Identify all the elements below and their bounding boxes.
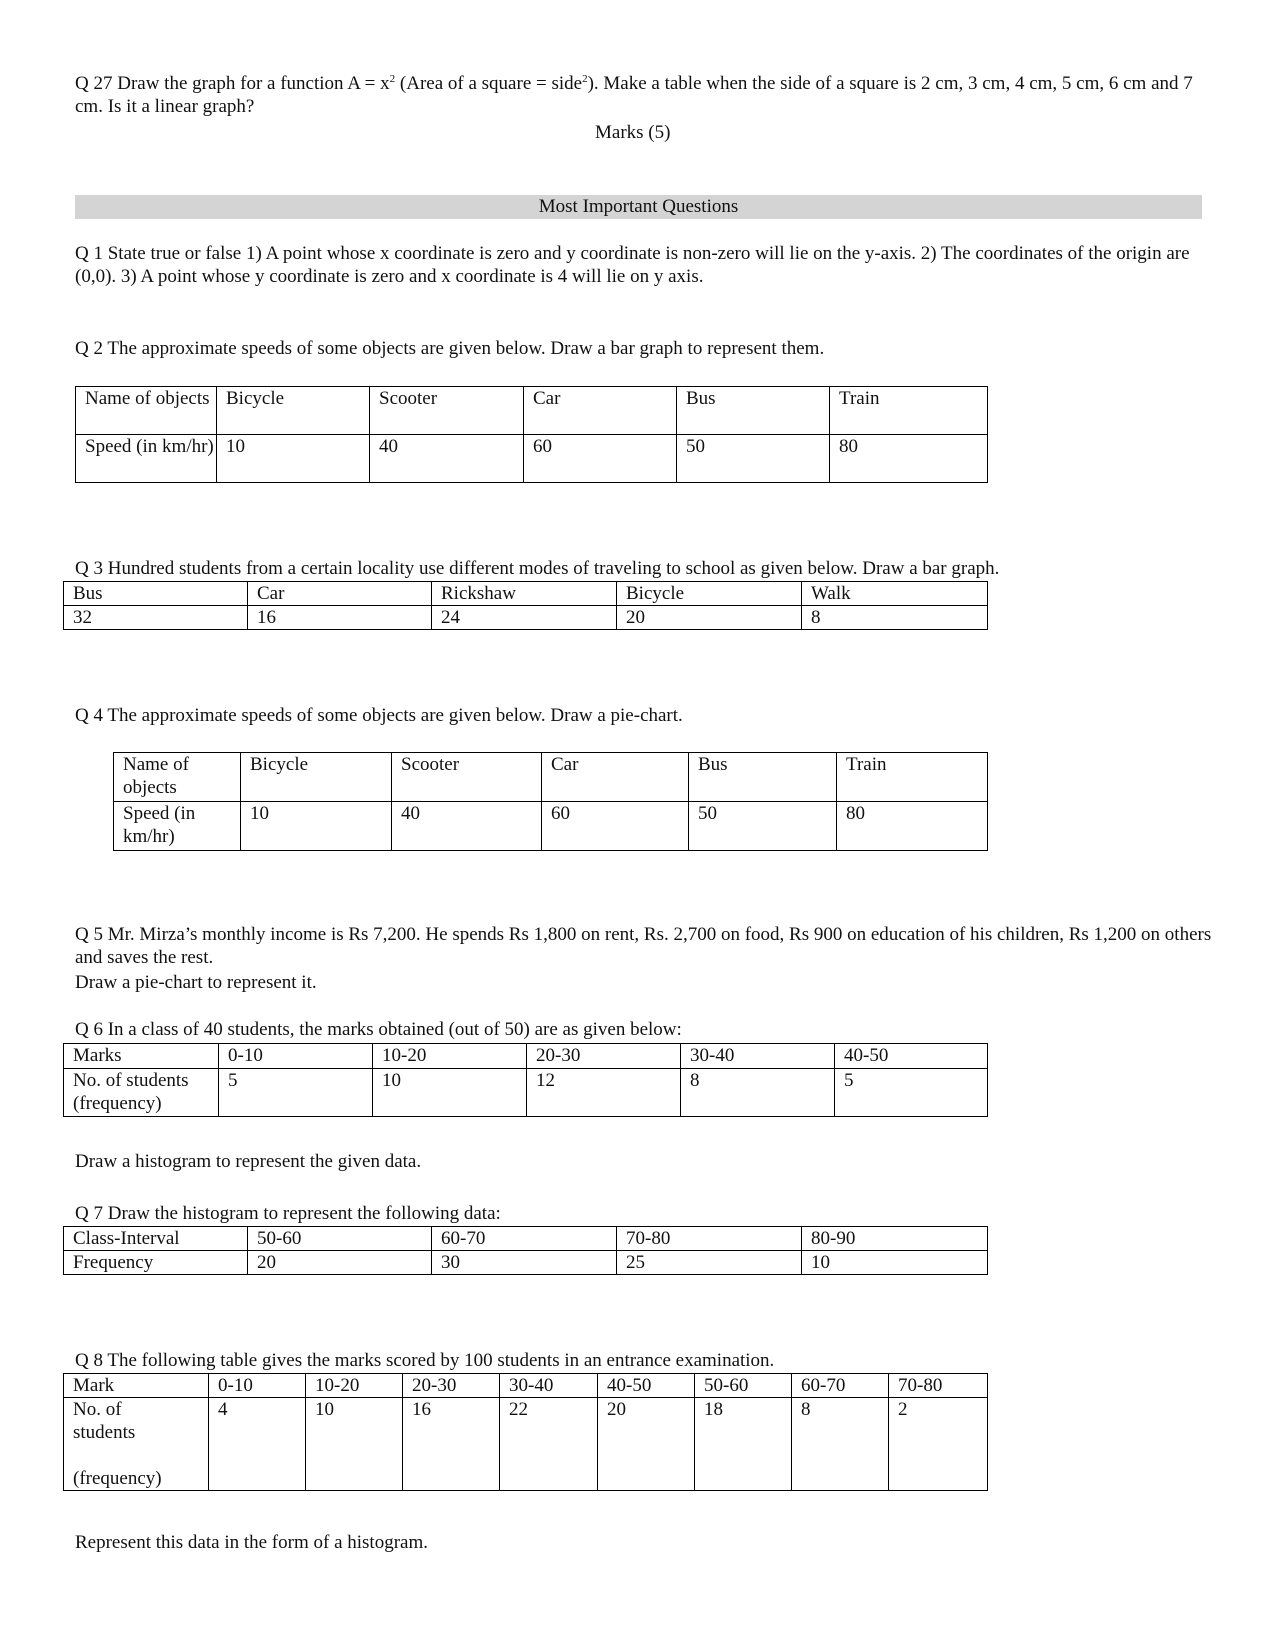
table-cell: 10-20 [306,1374,403,1398]
table-cell: 30 [432,1251,617,1275]
table-cell: 5 [835,1069,988,1117]
table-cell: 70-80 [889,1374,988,1398]
table-cell: 60 [542,802,689,851]
table-cell: 60 [524,435,677,483]
q3-text: Q 3 Hundred students from a certain locality use different modes of traveling to school as given below. Draw a bar graph. [75,558,1000,579]
table-cell: 0-10 [209,1374,306,1398]
table-cell: 10 [306,1398,403,1491]
table-cell: 16 [248,606,432,630]
section-banner: Most Important Questions [75,195,1202,219]
table-cell: Name of objects [114,753,241,802]
table-cell: Frequency [64,1251,248,1275]
q6-table [63,1043,988,1117]
table-cell: 22 [500,1398,598,1491]
table-cell: Speed (in km/hr) [114,802,241,851]
table-cell: 40 [370,435,524,483]
table-cell: 10-20 [373,1044,527,1069]
q7-table [63,1226,988,1275]
table-cell: 18 [695,1398,792,1491]
table-cell: 10 [373,1069,527,1117]
q4-table [113,752,988,851]
table-cell: Bicycle [217,387,370,435]
table-cell: Train [837,753,988,802]
table-cell: Bicycle [241,753,392,802]
table-cell: Speed (in km/hr) [76,435,217,483]
table-cell: Marks [64,1044,219,1069]
table-cell: 10 [217,435,370,483]
table-cell: 32 [64,606,248,630]
q5-text: Q 5 Mr. Mirza’s monthly income is Rs 7,200. He spends Rs 1,800 on rent, Rs. 2,700 on food, Rs 900 on education of his children, Rs 1,200 on others and saves the rest. [75,924,1212,968]
table-cell: 20-30 [527,1044,681,1069]
table-cell: 5 [219,1069,373,1117]
table-cell: 40-50 [835,1044,988,1069]
table-cell: 24 [432,606,617,630]
q4-text: Q 4 The approximate speeds of some objects are given below. Draw a pie-chart. [75,705,683,726]
table-cell: 80 [837,802,988,851]
row-label: No. of students [73,1399,136,1443]
q8-table [63,1373,988,1491]
table-cell: 80-90 [802,1227,988,1251]
table-cell: Bus [64,582,248,606]
table-cell [64,1398,209,1491]
table-cell: Walk [802,582,988,606]
table-cell: 8 [792,1398,889,1491]
table-cell: Mark [64,1374,209,1398]
table-cell: 4 [209,1398,306,1491]
table-cell: 30-40 [500,1374,598,1398]
table-cell: Rickshaw [432,582,617,606]
table-cell: Car [542,753,689,802]
table-cell: 50-60 [248,1227,432,1251]
table-cell: 20-30 [403,1374,500,1398]
table-cell: Bus [677,387,830,435]
q27-marks: Marks (5) [595,122,671,143]
q8-text: Q 8 The following table gives the marks scored by 100 students in an entrance examination. [75,1350,775,1371]
table-cell: 30-40 [681,1044,835,1069]
table-cell: 12 [527,1069,681,1117]
table-cell: 2 [889,1398,988,1491]
table-cell: Name of objects [76,387,217,435]
table-cell: Car [524,387,677,435]
table-cell: 8 [802,606,988,630]
table-cell: 50-60 [695,1374,792,1398]
table-cell: 50 [677,435,830,483]
q2-table [75,386,988,483]
table-cell: 0-10 [219,1044,373,1069]
table-cell: Bicycle [617,582,802,606]
table-cell: Train [830,387,988,435]
q8-after: Represent this data in the form of a histogram. [75,1532,428,1553]
table-cell: 70-80 [617,1227,802,1251]
q27-text: Q 27 Draw the graph for a function $A = x^2$ (Area of a square = side$^2$). Make a table when the side of a square is 2 cm, 3 cm, 4 cm, 5 cm, 6 cm and 7 cm. Is it a linear graph? [75,73,1193,117]
q3-table [63,581,988,630]
table-cell: 40 [392,802,542,851]
q7-text: Q 7 Draw the histogram to represent the following data: [75,1203,501,1224]
table-cell: 80 [830,435,988,483]
q5-text2: Draw a pie-chart to represent it. [75,972,317,993]
table-cell: Scooter [392,753,542,802]
table-cell: 20 [248,1251,432,1275]
table-cell: 50 [689,802,837,851]
q1-text: Q 1 State true or false 1) A point whose x coordinate is zero and y coordinate is non-zero will lie on the y-axis. 2) The coordinates of the origin are (0,0). 3) A point whose y coordinate is zero and x coordinate is 4 will lie on y axis. [75,243,1190,287]
table-cell: Scooter [370,387,524,435]
table-cell: 20 [598,1398,695,1491]
table-cell: Bus [689,753,837,802]
table-cell: 20 [617,606,802,630]
table-cell: 8 [681,1069,835,1117]
table-cell: 40-50 [598,1374,695,1398]
table-cell: 10 [241,802,392,851]
q6-text: Q 6 In a class of 40 students, the marks obtained (out of 50) are as given below: [75,1019,682,1040]
table-cell: No. of students (frequency) [64,1069,219,1117]
table-cell: 10 [802,1251,988,1275]
table-cell: 25 [617,1251,802,1275]
table-cell: Car [248,582,432,606]
table-cell: Class-Interval [64,1227,248,1251]
table-cell: 60-70 [432,1227,617,1251]
table-cell: 60-70 [792,1374,889,1398]
table-cell: 16 [403,1398,500,1491]
row-label-frequency: (frequency) [73,1468,162,1489]
q6-after: Draw a histogram to represent the given data. [75,1151,422,1172]
q2-text: Q 2 The approximate speeds of some objects are given below. Draw a bar graph to represent them. [75,338,825,359]
